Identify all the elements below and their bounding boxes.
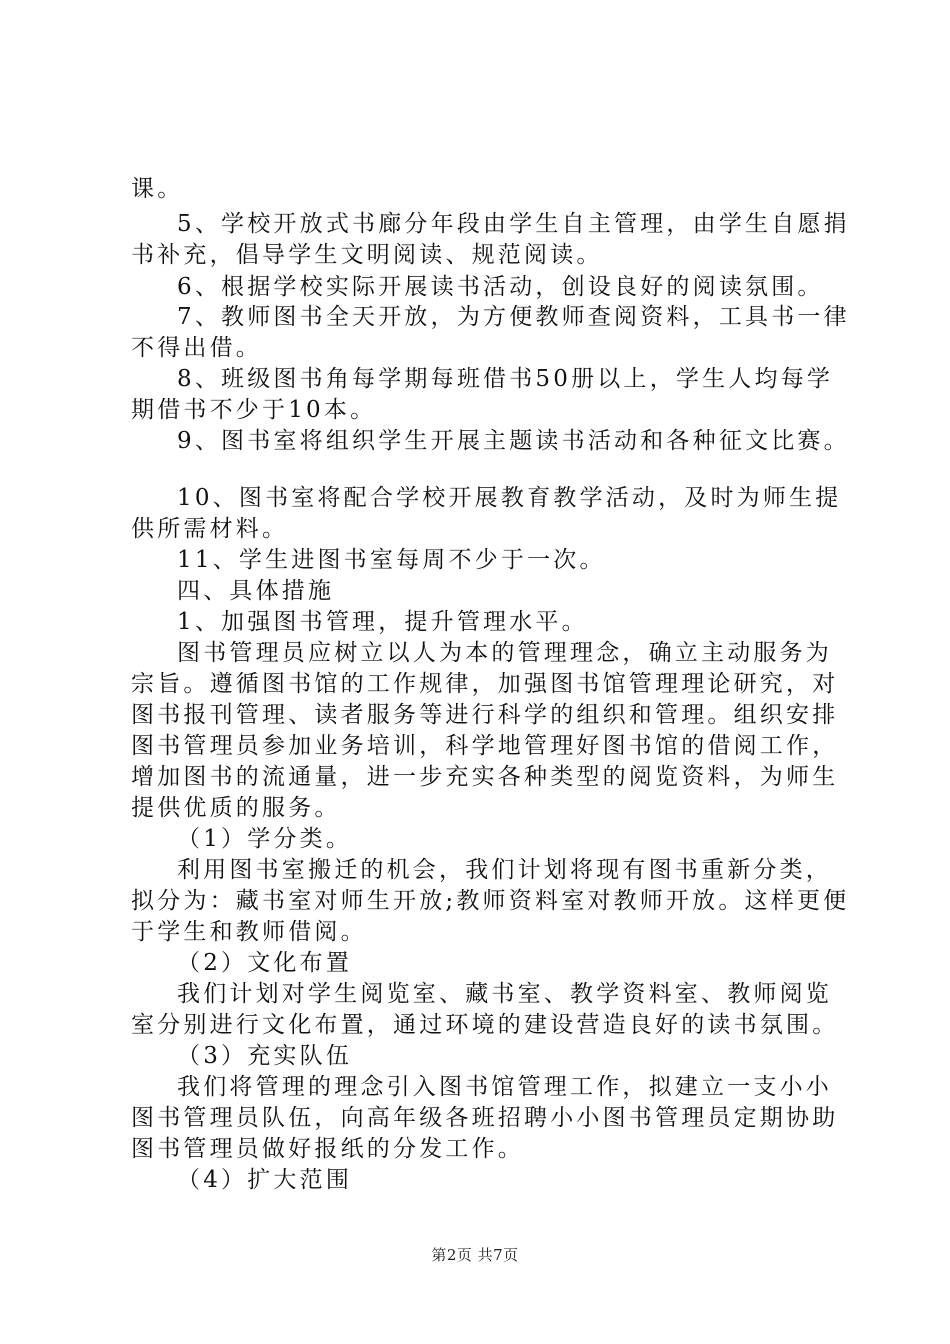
text-line: 宗旨。遵循图书馆的工作规律，加强图书馆管理理论研究，对: [131, 671, 839, 697]
text-line: 拟分为：藏书室对师生开放;教师资料室对教师开放。这样更便: [131, 888, 850, 914]
text-line: 11、学生进图书室每周不少于一次。: [177, 547, 606, 573]
text-line: 课。: [131, 176, 184, 202]
text-line: 提供优质的服务。: [131, 795, 341, 821]
text-line: 6、根据学校实际开展读书活动，创设良好的阅读氛围。: [177, 274, 824, 300]
text-line: 图书报刊管理、读者服务等进行科学的组织和管理。组织安排: [131, 702, 839, 728]
text-line: 不得出借。: [131, 335, 262, 361]
text-line: 9、图书室将组织学生开展主题读书活动和各种征文比赛。: [177, 428, 850, 454]
text-line: 利用图书室搬迁的机会，我们计划将现有图书重新分类，: [177, 857, 832, 883]
text-line: 图书管理员做好报纸的分发工作。: [131, 1136, 524, 1162]
text-line: 增加图书的流通量，进一步充实各种类型的阅览资料，为师生: [131, 764, 839, 790]
text-line: 1、加强图书管理，提升管理水平。: [177, 609, 588, 635]
text-line: 图书管理员队伍，向高年级各班招聘小小图书管理员定期协助: [131, 1105, 839, 1131]
page-number-footer: 第2页 共7页: [431, 1246, 519, 1264]
text-line: 供所需材料。: [131, 516, 289, 542]
text-line: 室分别进行文化布置，通过环境的建设营造良好的读书氛围。: [131, 1012, 839, 1038]
text-line: 5、学校开放式书廊分年段由学生自主管理，由学生自愿捐: [177, 211, 850, 237]
subsection-heading: （3）充实队伍: [177, 1043, 353, 1069]
text-line: 期借书不少于10本。: [131, 397, 377, 423]
subsection-heading: （2）文化布置: [177, 950, 353, 976]
subsection-heading: （1）学分类。: [177, 826, 353, 852]
text-line: 10、图书室将配合学校开展教育教学活动，及时为师生提: [177, 485, 842, 511]
text-line: 8、班级图书角每学期每班借书50册以上，学生人均每学: [177, 366, 834, 392]
text-line: 图书管理员应树立以人为本的管理理念，确立主动服务为: [177, 640, 832, 666]
text-line: 书补充，倡导学生文明阅读、规范阅读。: [131, 242, 603, 268]
text-line: 于学生和教师借阅。: [131, 919, 367, 945]
text-line: 7、教师图书全天开放，为方便教师查阅资料，工具书一律: [177, 304, 850, 330]
text-line: 图书管理员参加业务培训，科学地管理好图书馆的借阅工作，: [131, 733, 839, 759]
text-line: 我们计划对学生阅览室、藏书室、教学资料室、教师阅览: [177, 981, 832, 1007]
subsection-heading: （4）扩大范围: [177, 1167, 353, 1193]
section-heading: 四、具体措施: [177, 578, 335, 604]
text-line: 我们将管理的理念引入图书馆管理工作，拟建立一支小小: [177, 1074, 832, 1100]
